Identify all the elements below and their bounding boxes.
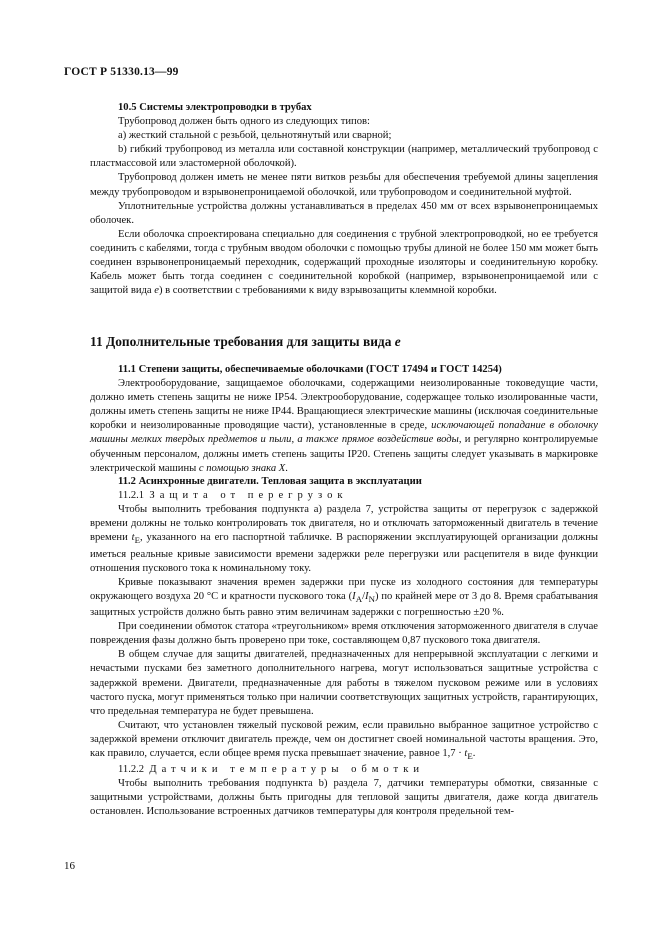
section-title-text: 11 Дополнительные требования для защиты вида <box>90 334 392 349</box>
text-run: . <box>472 748 476 759</box>
subsection-11-2-2-heading <box>90 763 598 777</box>
subsection-number: 11.2.1 <box>118 490 145 502</box>
document-header: ГОСТ Р 51330.13—99 <box>64 66 179 78</box>
section-11-title <box>90 334 598 350</box>
symbol-subscript: E <box>467 751 473 762</box>
text-run: / <box>362 590 366 602</box>
paragraph: Трубопровод должен иметь не менее пяти витков резьбы для обеспечения требуемой длины зацепления между трубопроводом и взрывонепроницаемой оболочкой, или трубопроводом и соединительной муфтой. <box>90 172 598 198</box>
page-number: 16 <box>64 860 75 872</box>
paragraph <box>90 377 598 476</box>
list-item: а) жесткий стальной с резьбой, цельнотянутый или сварной; <box>118 130 392 142</box>
italic-run: с помощью знака X <box>198 462 286 474</box>
paragraph <box>90 719 598 763</box>
symbol-t: t <box>464 748 468 759</box>
subsection-title: Датчики температуры обмотки <box>149 764 425 776</box>
text-run: . <box>285 462 288 474</box>
text-run: ) по крайней мере от 3 до 8. Время срабатывания защитных устройств должно быть равно этим величинам задержки с погрешностью ±20 %. <box>90 590 598 619</box>
symbol-i: I <box>352 590 356 602</box>
paragraph: В общем случае для защиты двигателей, предназначенных для непрерывной эксплуатации с легкими и нечастыми пусками без заметного дополнительного нагрева, могут использоваться защитные устройства с задержкой времени. Двигатели, предназначенные для работы в тяжелом пусковом режиме или в условиях частого пуска, могут применяться только при наличии соответствующих защитных устройств, гарантирующих, что предельная температура не будет превышена. <box>90 649 598 717</box>
symbol-i: I <box>365 590 369 602</box>
protection-type-e: е <box>154 285 159 297</box>
paragraph: Трубопровод должен быть одного из следующих типов: <box>118 116 370 128</box>
section-10-5 <box>90 101 598 298</box>
text-run: Считают, что установлен тяжелый пусковой режим, если правильно выбранное защитное устройство с задержкой времени отключит двигатель прежде, чем он достигнет своей номинальной частоты вращения. Это, как правило, случается, если общее время пуска превышает значение, равное 1,7 · <box>90 719 598 759</box>
text-run: Электрооборудование, защищаемое оболочками, содержащими неизолированные токоведущие части, должно иметь степень защиты не ниже IP54. Электрооборудование, содержащее только изолированные части, должны иметь степень защиты не ниже IP44. Вращающиеся электрические машины (исключая соединительные коробки и неизолированные проводящие части), установленные в среде, <box>90 378 598 432</box>
subsection-title: Защита от перегрузок <box>149 490 348 502</box>
paragraph <box>90 576 598 620</box>
text-run: ) в соответствии с требованиями к виду взрывозащиты клеммной коробки. <box>158 285 497 297</box>
section-11-2 <box>90 475 598 820</box>
section-11-1-title: 11.1 Степени защиты, обеспечиваемые оболочками (ГОСТ 17494 и ГОСТ 14254) <box>118 364 502 375</box>
symbol-t: t <box>131 532 135 544</box>
italic-run: исключающей попадание в оболочку машины мелких твердых предметов и пыли, а также прямое воздействие воды <box>90 420 599 446</box>
subsection-11-2-1-heading <box>90 489 598 503</box>
section-title-e: е <box>394 334 401 349</box>
list-item: b) гибкий трубопровод из металла или составной конструкции (например, металлический трубопровод с пластмассовой или эластомерной оболочкой). <box>90 144 598 170</box>
symbol-subscript: N <box>368 593 375 604</box>
text-run: , и регулярно контролируемые обученным персоналом, должны иметь степень защиты IP20. Степень защиты следует указывать в маркировке электрической машины <box>90 434 598 474</box>
text-run: Кривые показывают значения времен задержки при пуске из холодного состояния для температуры окружающего воздуха 20 °С и кратности пускового тока ( <box>90 576 598 602</box>
subsection-number: 11.2.2 <box>118 764 145 776</box>
text-run: , указанного на его паспортной табличке. В распоряжении эксплуатирующей организации должны иметься реальные кривые зависимости времени задержки реле перегрузки или расцепителя в виде функции отношения пускового тока к номинальному току. <box>90 532 598 574</box>
text-run: Если оболочка спроектирована специально для соединения с трубной электропроводкой, но ее требуется соединить с кабелями, тогда с трубным вводом оболочки с помощью трубы длиной не более 150 мм может быть соединен взрывонепроницаемый переходник, содержащий проходные изоляторы и соединительную коробку. Кабель может быть тогда соединен с соединительной коробкой (например, взрывонепроницаемой или с защитой вида <box>90 228 598 297</box>
paragraph: При соединении обмоток статора «треугольником» время отключения заторможенного двигателя в случае повреждения фазы должно быть проверено при токе, составляющем 0,87 пускового тока двигателя. <box>90 621 598 647</box>
text-run: Чтобы выполнить требования подпункта а) раздела 7, устройства защиты от перегрузок с задержкой времени должны не только контролировать ток двигателя, но и отключать заторможенный двигатель в течение времени <box>90 504 598 544</box>
section-11-1 <box>90 363 598 476</box>
paragraph <box>90 228 598 298</box>
paragraph <box>90 503 598 576</box>
symbol-subscript: A <box>355 593 363 604</box>
section-10-5-title: 10.5 Системы электропроводки в трубах <box>118 102 312 113</box>
section-11-2-title: 11.2 Асинхронные двигатели. Тепловая защита в эксплуатации <box>118 476 422 487</box>
paragraph: Уплотнительные устройства должны устанавливаться в пределах 450 мм от всех взрывонепроницаемых оболочек. <box>90 200 598 226</box>
symbol-subscript: E <box>134 535 141 546</box>
paragraph: Чтобы выполнить требования подпункта b) раздела 7, датчики температуры обмотки, связанные с защитными устройствами, должны быть пригодны для тепловой защиты двигателя, даже когда двигатель остановлен. Использование встроенных датчиков температуры для контроля предельной тем- <box>90 778 598 818</box>
